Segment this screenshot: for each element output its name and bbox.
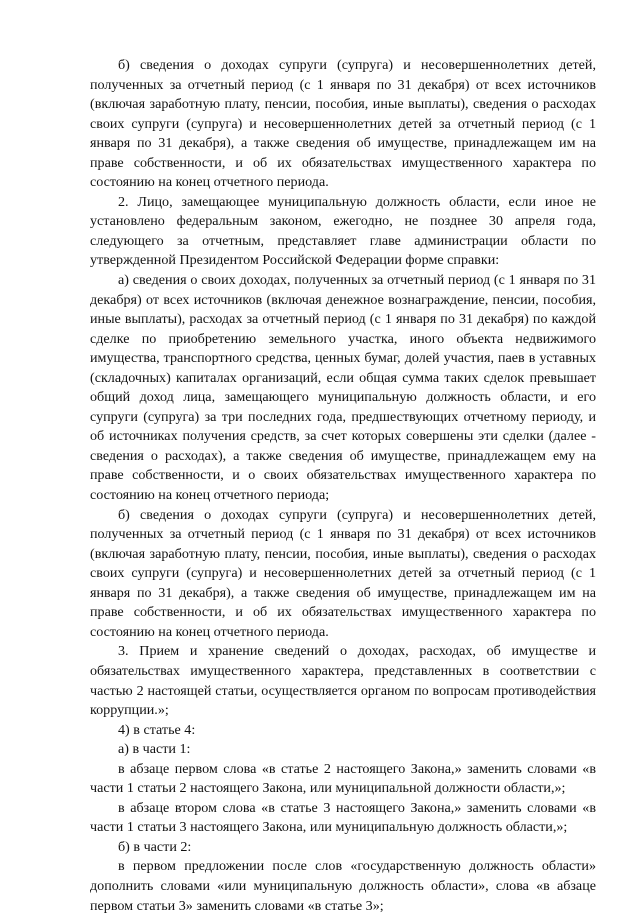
paragraph-2a-own-income: а) сведения о своих доходах, полученных за отчетный период (с 1 января по 31 декабря) от всех источников (включая денежное вознаграждение, пенсии, пособия, иные выплаты), расходах за отчетный период (с 1 января по 31 декабря) по каждой сделке по приобретению земельного участка, иного объекта недвижимого имущества, транспортного средства, ценных бумаг, долей участия, паев в уставных (складочных) капиталах организаций, если общая сумма таких сделок превышает общий доход лица, замещающего муниципальную должность области, и его супруги (супруга) за три последних года, предшествующих отчетному периоду, и об источниках получения средств, за счет которых совершены эти сделки (далее - сведения о расходах), а также сведения об имуществе, принадлежащем ему на праве собственности, и о своих обязательствах имущественного характера по состоянию на конец отчетного периода; xyxy=(90,272,596,504)
paragraph-first-sentence: в первом предложении после слов «государственную должность области» дополнить словами «или муниципальную должность области», слова «в абзаце первом статьи 3» заменить словами «в статье 3»; xyxy=(90,858,596,914)
paragraph-2b-spouse-income: б) сведения о доходах супруги (супруга) и несовершеннолетних детей, полученных за отчетный период (с 1 января по 31 декабря) от всех источников (включая заработную плату, пенсии, пособия, иные выплаты), сведения о расходах своих супруги (супруга) и несовершеннолетних детей за отчетный период (с 1 января по 31 декабря), а также сведения об имуществе, принадлежащем им на праве собственности, и об их обязательствах имущественного характера по состоянию на конец отчетного периода. xyxy=(90,506,596,640)
paragraph-4-article-4: 4) в статье 4: xyxy=(118,721,196,738)
paragraph-1b-spouse-income: б) сведения о доходах супруги (супруга) и несовершеннолетних детей, полученных за отчетный период (с 1 января по 31 декабря) от всех источников (включая заработную плату, пенсии, пособия, иные выплаты), сведения о расходах своих супруги (супруга) и несовершеннолетних детей за отчетный период (с 1 января по 31 декабря), а также сведения об имуществе, принадлежащем им на праве собственности, и об их обязательствах имущественного характера по состоянию на конец отчетного периода. xyxy=(90,57,596,191)
paragraph-a-part-1: а) в части 1: xyxy=(118,741,191,758)
paragraph-first-abzac: в абзаце первом слова «в статье 2 настоящего Закона,» заменить словами «в части 1 статьи 2 настоящего Закона, или муниципальной должности области,»; xyxy=(90,760,596,797)
paragraph-second-abzac: в абзаце втором слова «в статье 3 настоящего Закона,» заменить словами «в части 1 статьи 3 настоящего Закона, или муниципальную должность области,»; xyxy=(90,799,596,836)
paragraph-2-municipal-official: 2. Лицо, замещающее муниципальную должность области, если иное не установлено федеральным законом, ежегодно, не позднее 30 апреля года, следующего за отчетным, представляет главе администрации области по утвержденной Президентом Российской Федерации форме справки: xyxy=(90,193,596,269)
document-page xyxy=(90,56,596,916)
paragraph-3-reception-storage: 3. Прием и хранение сведений о доходах, расходах, об имуществе и обязательствах имущественного характера, представленных в соответствии с частью 2 настоящей статьи, осуществляется органом по вопросам противодействия коррупции.»; xyxy=(90,643,596,719)
paragraph-b-part-2: б) в части 2: xyxy=(118,838,192,855)
